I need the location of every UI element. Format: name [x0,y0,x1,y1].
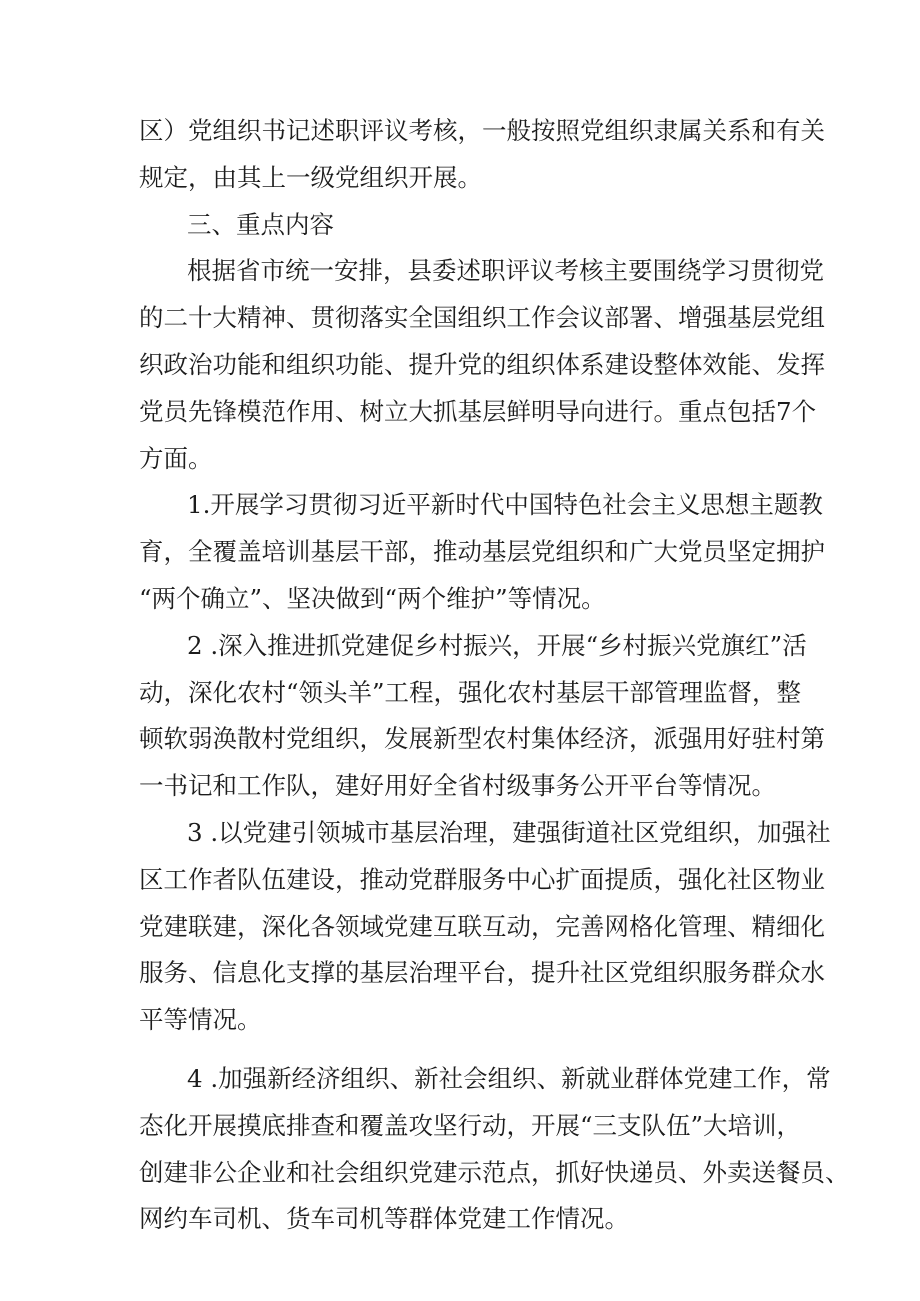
text-line: 一书记和工作队，建好用好全省村级事务公开平台等情况。 [139,771,776,801]
text-line: 区工作者队伍建设，推动党群服务中心扩面提质，强化社区物业 [139,864,825,894]
document-body [139,108,850,1243]
text-line: 育，全覆盖培训基层干部，推动基层党组织和广大党员坚定拥护 [139,537,825,567]
text-line: 平等情况。 [139,1005,262,1035]
text-line: 服务、信息化支撑的基层治理平台，提升社区党组织服务群众水 [139,958,825,988]
list-item-1-line: 1.开展学习贯彻习近平新时代中国特色社会主义思想主题教 [187,490,823,520]
text-line: 区）党组织书记述职评议考核，一般按照党组织隶属关系和有关 [139,116,825,145]
text-line: 方面。 [139,443,213,473]
list-item-3-line: 3 .以党建引领城市基层治理，建强街道社区党组织，加强社 [187,817,831,847]
list-item-2-line: 2 .深入推进抓党建促乡村振兴，开展“乡村振兴党旗红”活 [187,630,807,660]
list-item-4-line: 4 .加强新经济组织、新社会组织、新就业群体党建工作，常 [187,1063,831,1093]
text-line: 根据省市统一安排，县委述职评议考核主要围绕学习贯彻党 [187,256,824,286]
text-line: 规定，由其上一级党组织开展。 [139,162,482,192]
text-line: 顿软弱涣散村党组织，发展新型农村集体经济，派强用好驻村第 [139,724,825,754]
section-heading: 三、重点内容 [187,209,334,239]
text-line: 的二十大精神、贯彻落实全国组织工作会议部署、增强基层党组 [139,303,825,333]
text-line: 创建非公企业和社会组织党建示范点，抓好快递员、外卖送餐员、 [139,1157,850,1187]
text-line: 织政治功能和组织功能、提升党的组织体系建设整体效能、发挥 [139,349,825,379]
text-line: “两个确立”、坚决做到“两个维护”等情况。 [139,583,606,613]
text-line: 党员先锋模范作用、树立大抓基层鲜明导向进行。重点包括7个 [139,396,817,426]
text-line: 动，深化农村“领头羊”工程，强化农村基层干部管理监督，整 [139,677,802,707]
text-line: 网约车司机、货车司机等群体党建工作情况。 [139,1204,629,1234]
text-line: 态化开展摸底排查和覆盖攻坚行动，开展“三支队伍”大培训， [139,1110,802,1140]
text-line: 党建联建，深化各领域党建互联互动，完善网格化管理、精细化 [139,911,825,941]
